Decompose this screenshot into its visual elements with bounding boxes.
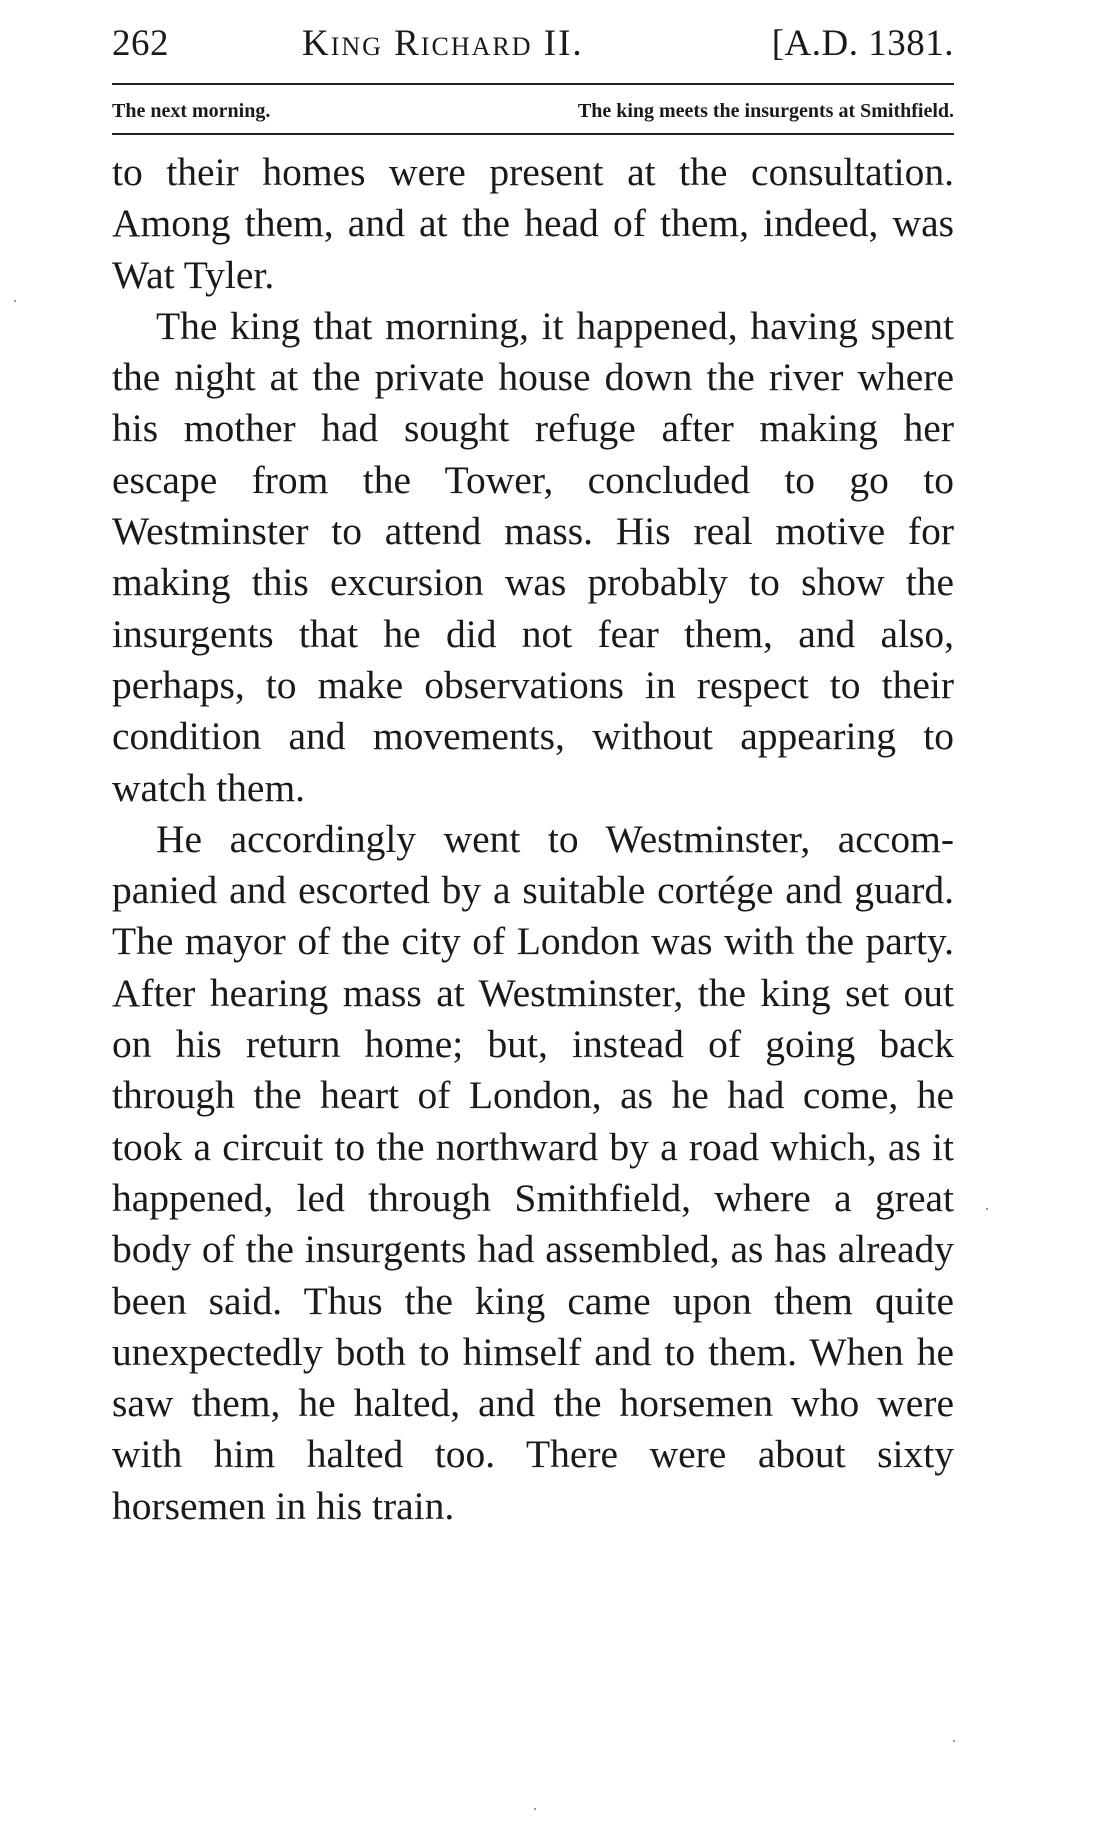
paper-speck xyxy=(953,1740,955,1742)
paper-speck xyxy=(986,1208,988,1210)
subheading-right: The king meets the insurgents at Smithfield. xyxy=(577,100,954,122)
page-number: 262 xyxy=(112,23,169,64)
header-rule-top xyxy=(112,83,954,85)
body-text xyxy=(112,147,954,1532)
marginal-subheadings xyxy=(112,95,954,127)
paragraph-3: He accordingly went to Westminster, accompanied and escorted by a suitable cortége and guard. The mayor of the city of London was with the party. After hearing mass at Westminster, the king set out on his return home; but, instead of going back through the heart of London, as he had come, he took a circuit to the northward by a road which, as it happened, led through Smithfield, where a great body of the insurgents had assembled, as has already been said. Thus the king came upon them quite unexpectedly both to himself and to them. When he saw them, he halted, and the horsemen who were with him halted too. There were about sixty horsemen in his train. xyxy=(112,816,954,1528)
date-label: [A.D. 1381. xyxy=(771,23,954,64)
paper-speck xyxy=(14,300,16,302)
paragraph-1: to their homes were present at the consultation. Among them, and at the head of them, indeed, was Wat Tyler. xyxy=(112,150,954,297)
paper-speck xyxy=(534,1808,536,1810)
header-rule-bottom xyxy=(112,133,954,135)
running-head xyxy=(112,22,954,66)
book-title: King Richard II. xyxy=(302,23,584,64)
subheading-left: The next morning. xyxy=(112,100,271,122)
paragraph-2: The king that morning, it happened, having spent the night at the private house down the river where his mother had sought refuge after making her escape from the Tower, concluded to go to Westminster to attend mass. His real motive for making this excursion was probably to show the insurgents that he did not fear them, and also, perhaps, to make observations in respect to their condition and movements, without appearing to watch them. xyxy=(112,303,954,810)
